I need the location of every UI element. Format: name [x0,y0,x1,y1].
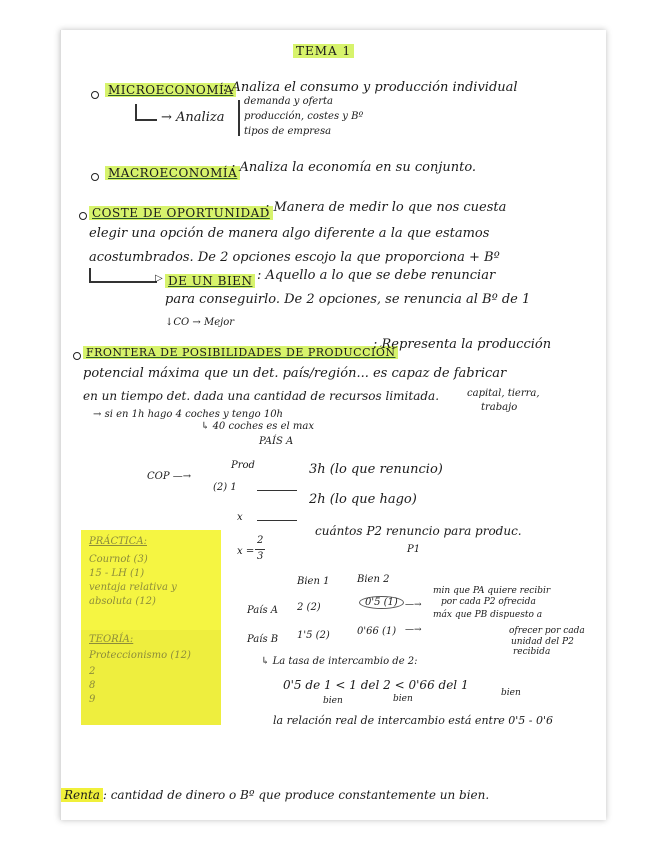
arrow-icon: —→ [405,625,422,635]
tabla-rowB-note: máx que PB dispuesto a [433,610,543,620]
fraction-bar [255,549,265,550]
micro-item: producción, costes y Bº [244,111,364,122]
micro-analiza: → Analiza [161,110,225,125]
frontera-ejemplo: ↳ 40 coches es el max [201,421,314,432]
pais-row1-right: 3h (lo que renuncio) [309,462,443,477]
tabla-col1: Bien 1 [297,576,330,587]
coste-term: COSTE DE OPORTUNIDAD [89,206,273,220]
pais-header: PAÍS A [259,436,294,447]
bullet-icon [91,91,99,99]
frontera-line: en un tiempo det. dada una cantidad de recursos limitada. [83,389,440,403]
coste-line: acostumbrados. De 2 opciones escojo la que proporciona + Bº [89,250,500,265]
pais-row1-left: (2) 1 [213,482,237,493]
tabla-rowB-v2: 0'66 (1) [357,626,397,637]
frac-p1: P1 [407,544,421,555]
sticky-line: absoluta (12) [89,596,156,607]
relacion-text: la relación real de intercambio está entre 0'5 - 0'6 [273,714,553,727]
tabla-rowA-note: min que PA quiere recibir [433,586,551,596]
bullet-icon [91,173,99,181]
sticky-line: ventaja relativa y [89,582,177,593]
sticky-line: 15 - LH (1) [89,568,145,579]
arrow-line-icon [135,119,157,121]
pais-row2-right: 2h (lo que hago) [309,492,417,507]
coste-line: elegir una opción de manera algo diferente a la que estamos [89,226,490,241]
tabla-rowA-v1: 2 (2) [297,602,321,613]
micro-item: demanda y oferta [244,96,333,107]
micro-item: tipos de empresa [244,126,332,137]
bullet-icon [73,352,81,360]
frontera-term: FRONTERA DE POSIBILIDADES DE PRODUCCIÓN [83,346,398,359]
co-note: ↓CO → Mejor [165,317,235,328]
frac-num: 2 [257,535,264,546]
sticky-line: Cournot (3) [89,554,148,565]
page-title: TEMA 1 [293,44,354,58]
frac-den: 3 [257,551,264,562]
renta-term: Renta [61,788,103,802]
frontera-line: potencial máxima que un det. país/región... es capaz de fabricar [83,366,507,381]
bien-line: : Aquello a lo que se debe renunciar [257,268,496,283]
tasa-bien: bien [501,688,521,698]
micro-term: MICROECONOMÍA [105,83,236,97]
pais-row2-left: x [237,512,243,523]
frac-text: cuántos P2 renuncio para produc. [315,524,522,538]
tabla-rowB-note: recibida [513,647,551,657]
sticky-note-teoria [81,630,221,725]
arrow-head-icon: ▷ [155,273,163,284]
frontera-recursos: capital, tierra, [467,388,540,399]
micro-definition: : Analiza el consumo y producción individual [223,80,518,95]
prod-label: Prod [231,460,255,471]
frac-left: x = [237,546,255,557]
tabla-rowB-note: ofrecer por cada [509,626,585,636]
separator-line [257,520,297,521]
tasa-label: ↳ La tasa de intercambio de 2: [261,656,418,667]
tabla-rowB-label: País B [247,634,279,645]
tabla-rowB-note: unidad del P2 [511,637,574,647]
renta-definition: : cantidad de dinero o Bº que produce constantemente un bien. [102,788,490,802]
sticky-line: Proteccionismo (12) [89,650,191,661]
sticky-line: 2 [89,666,96,677]
tasa-inequality: 0'5 de 1 < 1 del 2 < 0'66 del 1 [283,678,469,692]
cop-label: COP —→ [147,471,192,482]
bullet-icon [79,212,87,220]
tabla-rowA-note: por cada P2 ofrecida [441,597,536,607]
sticky-title: PRÁCTICA: [89,536,147,547]
tasa-bien: bien [323,696,343,706]
frontera-ejemplo: → si en 1h hago 4 coches y tengo 10h [93,409,283,420]
tabla-col2: Bien 2 [357,574,390,585]
tasa-bien: bien [393,694,413,704]
sticky-line: 9 [89,694,96,705]
arrow-icon: —→ [405,600,422,610]
renta-line [61,788,489,802]
arrow-line-icon [135,104,137,120]
coste-line: : Manera de medir lo que nos cuesta [265,200,507,215]
tabla-rowA-v2: 0'5 (1) [359,596,404,609]
separator-line [257,490,297,491]
arrow-line-icon [89,281,157,283]
sticky-title: TEORÍA: [89,634,134,645]
frontera-line: : Representa la producción [373,337,552,352]
brace-line-icon [238,100,240,136]
macro-definition: : Analiza la economía en su conjunto. [231,160,477,175]
bien-term: DE UN BIEN [165,274,255,288]
notebook-page [60,30,606,820]
sticky-line: 8 [89,680,96,691]
frontera-trabajo: trabajo [481,402,518,413]
macro-term: MACROECONOMÍA [105,166,240,180]
bien-line: para conseguirlo. De 2 opciones, se renuncia al Bº de 1 [165,292,531,307]
arrow-line-icon [89,268,91,282]
sticky-note-practica [81,530,221,634]
tabla-rowA-label: País A [247,605,278,616]
tabla-rowB-v1: 1'5 (2) [297,630,330,641]
